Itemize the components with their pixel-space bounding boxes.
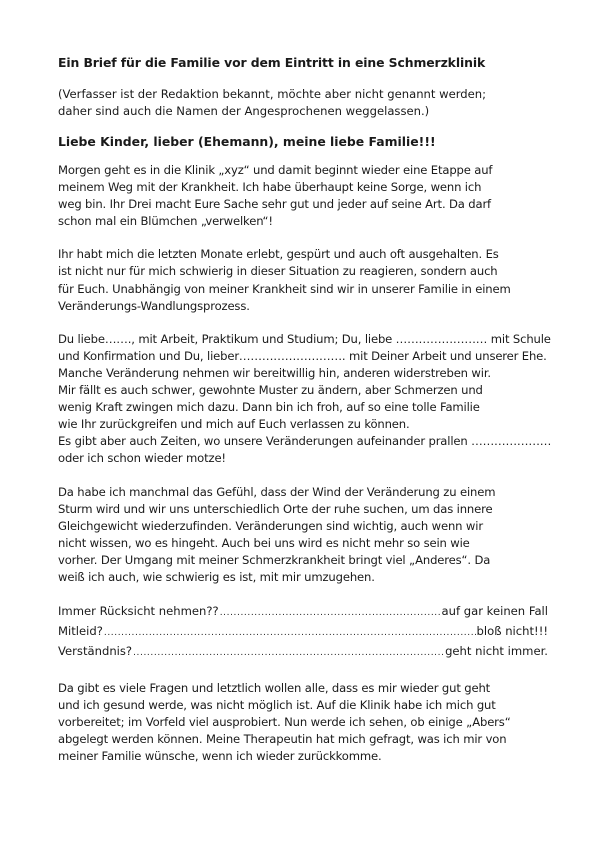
- note-line: (Verfasser ist der Redaktion bekannt, möchte aber nicht genannt werden;: [58, 87, 487, 101]
- answer-text: auf gar keinen Fall: [441, 604, 548, 619]
- paragraph-3: [58, 331, 552, 468]
- paragraph-line: meiner Familie wünsche, wenn ich wieder zurückkomme.: [58, 749, 382, 764]
- note-line: daher sind auch die Namen der Angesprochenen weggelassen.): [58, 104, 430, 118]
- question-row: [58, 602, 548, 622]
- paragraph-line: nicht wissen, wo es hingeht. Auch bei uns wird es nicht mehr so sein wie: [58, 535, 470, 550]
- paragraph-1: [58, 162, 548, 230]
- paragraph-line: Manche Veränderung nehmen wir bereitwillig hin, anderen widerstreben wir.: [58, 365, 491, 380]
- answer-text: geht nicht immer.: [445, 644, 548, 659]
- dotted-leader: [104, 624, 476, 642]
- question-text: Verständnis?: [58, 644, 133, 659]
- paragraph-line: Veränderungs-Wandlungsprozess.: [58, 298, 250, 313]
- dotted-leader: [133, 644, 444, 662]
- paragraph-line: Sturm wird und wir uns unterschiedlich Orte der ruhe suchen, um das innere: [58, 501, 493, 516]
- paragraph-line: schon mal ein Blümchen „verwelken“!: [58, 214, 273, 229]
- paragraph-line: ist nicht nur für mich schwierig in dieser Situation zu reagieren, sondern auch: [58, 264, 498, 279]
- paragraph-line: vorher. Der Umgang mit meiner Schmerzkrankheit bringt viel „Anderes“. Da: [58, 552, 491, 567]
- paragraph-line: Du liebe……., mit Arbeit, Praktikum und Studium; Du, liebe …………………… mit Schule: [58, 331, 551, 346]
- paragraph-line: Da gibt es viele Fragen und letztlich wollen alle, dass es mir wieder gut geht: [58, 681, 491, 696]
- paragraph-line: abgelegt werden können. Meine Therapeutin hat mich gefragt, was ich mir von: [58, 732, 507, 747]
- letter-page: [58, 54, 552, 782]
- letter-title: Ein Brief für die Familie vor dem Eintritt in eine Schmerzklinik: [58, 55, 486, 70]
- question-list: [58, 602, 548, 662]
- question-text: Immer Rücksicht nehmen??: [58, 604, 219, 619]
- paragraph-line: Da habe ich manchmal das Gefühl, dass der Wind der Veränderung zu einem: [58, 484, 496, 499]
- paragraph-line: und Konfirmation und Du, lieber………………………. mit Deiner Arbeit und unserer Ehe.: [58, 348, 547, 363]
- question-row: [58, 622, 548, 642]
- paragraph-line: vorbereitet; im Vorfeld viel ausprobiert. Nun werde ich sehen, ob einige „Abers“: [58, 715, 511, 730]
- paragraph-line: oder ich schon wieder motze!: [58, 451, 226, 466]
- paragraph-4: [58, 484, 548, 587]
- paragraph-line: weiß ich auch, wie schwierig es ist, mit mir umzugehen.: [58, 569, 375, 584]
- paragraph-line: Morgen geht es in die Klinik „xyz“ und damit beginnt wieder eine Etappe auf: [58, 163, 493, 177]
- salutation: Liebe Kinder, lieber (Ehemann), meine liebe Familie!!!: [58, 134, 436, 149]
- paragraph-line: Mir fällt es auch schwer, gewohnte Muster zu ändern, aber Schmerzen und: [58, 383, 483, 398]
- answer-text: bloß nicht!!!: [476, 624, 548, 639]
- paragraph-line: meinem Weg mit der Krankheit. Ich habe überhaupt keine Sorge, wenn ich: [58, 180, 482, 195]
- paragraph-line: Gleichgewicht wiederzufinden. Veränderungen sind wichtig, auch wenn wir: [58, 518, 483, 533]
- question-row: [58, 642, 548, 662]
- closing-paragraph: [58, 680, 548, 765]
- paragraph-line: Ihr habt mich die letzten Monate erlebt, gespürt und auch oft ausgehalten. Es: [58, 247, 499, 262]
- paragraph-line: weg bin. Ihr Drei macht Eure Sache sehr gut und jeder auf seine Art. Da darf: [58, 197, 491, 212]
- paragraph-line: wie Ihr zurückgreifen und mich auf Euch verlassen zu können.: [58, 417, 410, 432]
- paragraph-2: [58, 246, 548, 314]
- paragraph-line: Es gibt aber auch Zeiten, wo unsere Veränderungen aufeinander prallen …………………: [58, 434, 552, 449]
- paragraph-line: für Euch. Unabhängig von meiner Krankheit sind wir in unserer Familie in einem: [58, 281, 511, 296]
- editor-note: [58, 86, 548, 120]
- question-text: Mitleid?: [58, 624, 103, 639]
- paragraph-line: wenig Kraft zwingen mich dazu. Dann bin ich froh, auf so eine tolle Familie: [58, 400, 480, 415]
- dotted-leader: [220, 604, 441, 622]
- paragraph-line: und ich gesund werde, was nicht möglich ist. Auf die Klinik habe ich mich gut: [58, 698, 496, 713]
